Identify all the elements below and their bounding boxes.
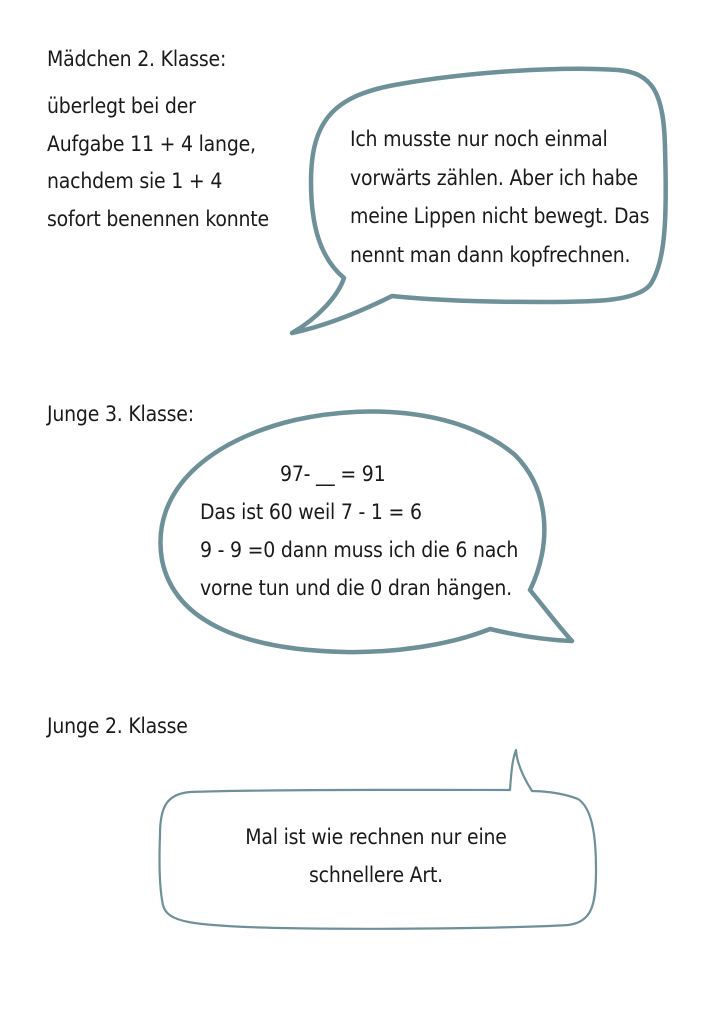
speech-bubble-1-text	[350, 120, 649, 274]
speech-line: Das ist 60 weil 7 - 1 = 6	[200, 500, 422, 524]
speech-bubble-3-text	[196, 818, 556, 894]
speech-line: vorwärts zählen. Aber ich habe	[350, 165, 638, 190]
note-line: nachdem sie 1 + 4	[47, 169, 223, 193]
speech-line: Ich musste nur noch einmal	[350, 127, 608, 151]
speech-line: schnellere Art.	[309, 863, 443, 887]
observation-note	[47, 88, 269, 238]
section-2-label: Junge 3. Klasse:	[47, 402, 194, 426]
speech-line: Mal ist wie rechnen nur eine	[245, 825, 507, 849]
section-3-label: Junge 2. Klasse	[47, 714, 188, 738]
note-line: sofort benennen konnte	[47, 206, 269, 231]
note-line: Aufgabe 11 + 4 lange,	[47, 131, 256, 156]
note-line: überlegt bei der	[47, 94, 196, 118]
speech-line: nennt man dann kopfrechnen.	[350, 242, 631, 267]
speech-line: 9 - 9 =0 dann muss ich die 6 nach	[200, 538, 519, 562]
speech-bubble-2-text	[200, 455, 518, 607]
speech-line: vorne tun und die 0 dran hängen.	[200, 576, 512, 600]
speech-line: meine Lippen nicht bewegt. Das	[350, 204, 650, 228]
section-1-label: Mädchen 2. Klasse:	[47, 47, 227, 71]
equation-line: 97- __ = 91	[280, 462, 386, 486]
